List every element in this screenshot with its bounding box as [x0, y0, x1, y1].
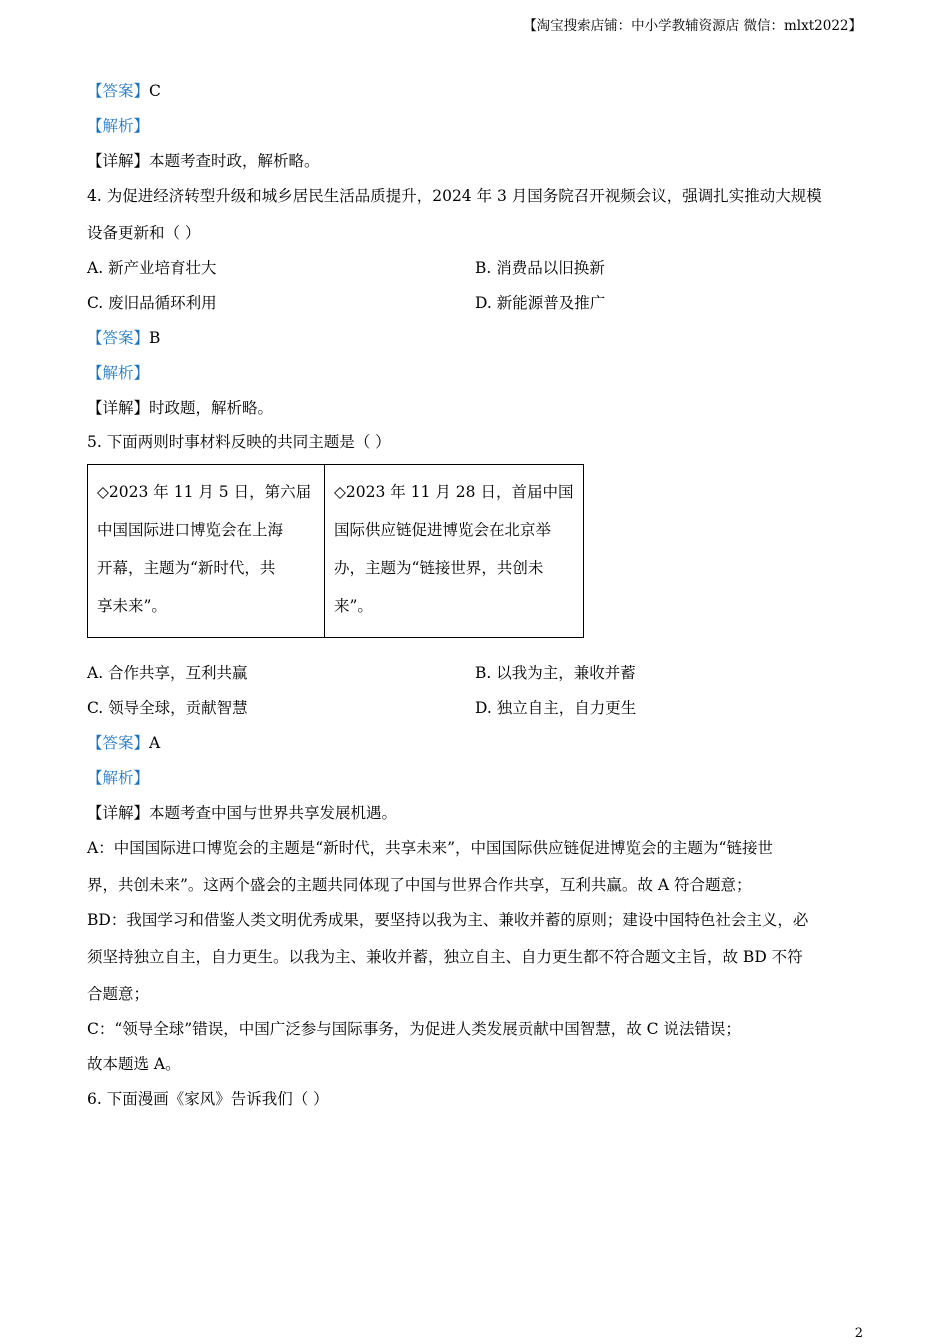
- material-cell-left: [88, 465, 325, 638]
- q4-analysis-tag: 【解析】: [87, 364, 150, 382]
- q5-explanation-line: 故本题选 A。: [87, 1055, 181, 1073]
- answer-value: A: [149, 734, 161, 752]
- q5-option-c: C. 领导全球，贡献智慧: [87, 699, 248, 717]
- cell-line: 享未来”。: [97, 597, 167, 615]
- q4-stem-line2: 设备更新和（ ）: [87, 224, 201, 242]
- q4-option-b: B. 消费品以旧换新: [475, 259, 605, 277]
- q5-explanation-line: A：中国国际进口博览会的主题是“新时代，共享未来”，中国国际供应链促进博览会的主题为“链接世: [87, 839, 773, 857]
- q4-option-d: D. 新能源普及推广: [475, 294, 606, 312]
- detail-text: 本题考查中国与世界共享发展机遇。: [149, 804, 398, 822]
- cell-line: 国际供应链促进博览会在北京举: [334, 521, 552, 539]
- q4-option-a: A. 新产业培育壮大: [87, 259, 217, 277]
- page-number: 2: [854, 1326, 863, 1341]
- q5-option-b: B. 以我为主，兼收并蓄: [475, 664, 636, 682]
- cell-line: 办，主题为“链接世界，共创未: [334, 559, 544, 577]
- q3-detail-line: [87, 151, 320, 171]
- q5-explanation-line: 须坚持独立自主，自力更生。以我为主、兼收并蓄，独立自主、自力更生都不符合题文主旨，故 BD 不符: [87, 948, 803, 966]
- q5-stem: 5. 下面两则时事材料反映的共同主题是（ ）: [87, 433, 391, 451]
- table-row: [88, 465, 584, 638]
- q5-explanation-line: C：“领导全球”错误，中国广泛参与国际事务，为促进人类发展贡献中国智慧，故 C 说法错误；: [87, 1020, 741, 1038]
- answer-tag: 【答案】: [87, 734, 150, 752]
- q4-stem-line1: 4. 为促进经济转型升级和城乡居民生活品质提升，2024 年 3 月国务院召开视频会议，强调扎实推动大规模: [87, 187, 822, 205]
- q3-answer-line: [87, 81, 161, 101]
- q5-option-d: D. 独立自主，自力更生: [475, 699, 637, 717]
- answer-tag: 【答案】: [87, 329, 150, 347]
- cell-line: 中国国际进口博览会在上海: [97, 521, 284, 539]
- cell-line: 来”。: [334, 597, 373, 615]
- detail-text: 本题考查时政，解析略。: [149, 152, 320, 170]
- page-header: 【淘宝搜索店铺：中小学教辅资源店 微信：mlxt2022】: [523, 18, 862, 34]
- material-cell-right: [325, 465, 584, 638]
- q5-explanation-line: BD：我国学习和借鉴人类文明优秀成果，要坚持以我为主、兼收并蓄的原则；建设中国特色社会主义，必: [87, 911, 809, 929]
- q6-stem: 6. 下面漫画《家风》告诉我们（ ）: [87, 1090, 329, 1108]
- q4-answer-line: [87, 328, 160, 348]
- detail-text: 时政题，解析略。: [149, 399, 274, 417]
- q4-detail-line: [87, 398, 273, 418]
- q5-option-a: A. 合作共享，互利共赢: [87, 664, 248, 682]
- q5-explanation-line: 界，共创未来”。这两个盛会的主题共同体现了中国与世界合作共享，互利共赢。故 A 符合题意；: [87, 876, 752, 894]
- detail-tag: 【详解】: [87, 399, 150, 417]
- detail-tag: 【详解】: [87, 152, 150, 170]
- q3-analysis-tag: 【解析】: [87, 117, 150, 135]
- q5-analysis-tag: 【解析】: [87, 769, 150, 787]
- cell-line: ◇2023 年 11 月 28 日，首届中国: [334, 483, 574, 501]
- q5-explanation-line: 合题意；: [87, 985, 150, 1003]
- q4-option-c: C. 废旧品循环利用: [87, 294, 217, 312]
- q5-answer-line: [87, 733, 160, 753]
- cell-line: 开幕，主题为“新时代，共: [97, 559, 276, 577]
- answer-tag: 【答案】: [87, 82, 150, 100]
- cell-line: ◇2023 年 11 月 5 日，第六届: [97, 483, 312, 501]
- detail-tag: 【详解】: [87, 804, 150, 822]
- q5-detail-line: [87, 803, 397, 823]
- answer-value: B: [149, 329, 161, 347]
- q5-material-table: [87, 464, 584, 638]
- answer-value: C: [149, 82, 161, 100]
